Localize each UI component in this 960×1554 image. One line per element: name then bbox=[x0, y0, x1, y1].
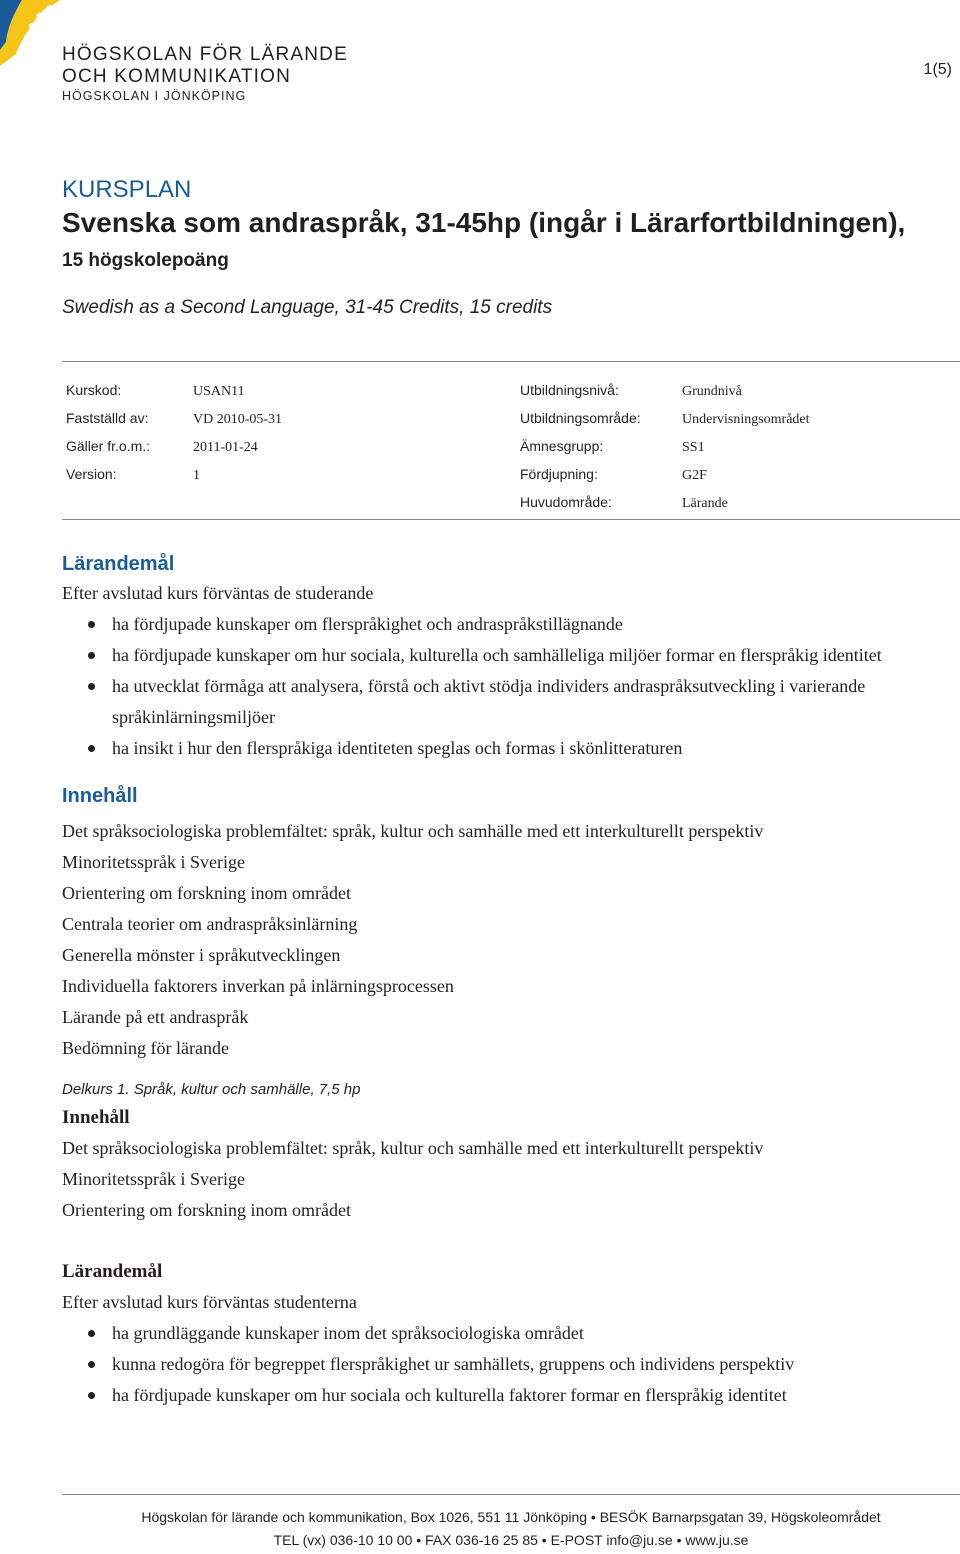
innehall-line: Centrala teorier om andraspråksinlärning bbox=[62, 914, 358, 934]
delkurs-larandemal-list bbox=[62, 1318, 942, 1411]
delkurs-larandemal-heading: Lärandemål bbox=[62, 1261, 163, 1282]
delkurs-innehall-line: Orientering om forskning inom området bbox=[62, 1200, 351, 1220]
larandemal-intro: Efter avslutad kurs förväntas de studerande bbox=[62, 583, 374, 603]
meta-key: Utbildningsnivå: bbox=[520, 382, 619, 398]
meta-right bbox=[520, 377, 810, 517]
document-type: KURSPLAN bbox=[62, 176, 192, 203]
section-heading-larandemal: Lärandemål bbox=[62, 553, 175, 575]
innehall-line: Bedömning för lärande bbox=[62, 1038, 229, 1058]
meta-row bbox=[520, 489, 810, 517]
meta-left bbox=[66, 377, 282, 489]
meta-key: Fastställd av: bbox=[66, 410, 149, 426]
meta-key: Kurskod: bbox=[66, 382, 122, 398]
delkurs-title: Delkurs 1. Språk, kultur och samhälle, 7,5 hp bbox=[62, 1081, 361, 1098]
innehall-line: Individuella faktorers inverkan på inlärningsprocessen bbox=[62, 976, 454, 996]
page-number: 1(5) bbox=[923, 61, 952, 78]
meta-key: Fördjupning: bbox=[520, 466, 598, 482]
innehall-line: Orientering om forskning inom området bbox=[62, 883, 351, 903]
course-title bbox=[62, 206, 922, 278]
meta-value: 2011-01-24 bbox=[193, 440, 258, 455]
list-item: ha insikt i hur den flerspråkiga identiteten speglas och formas i skönlitteraturen bbox=[112, 733, 942, 764]
delkurs-larandemal-intro: Efter avslutad kurs förväntas studenterna bbox=[62, 1292, 357, 1312]
meta-value: Undervisningsområdet bbox=[682, 412, 810, 427]
divider-top bbox=[62, 361, 960, 362]
delkurs-innehall-line: Minoritetsspråk i Sverige bbox=[62, 1169, 245, 1189]
footer-contact: TEL (vx) 036-10 10 00 • FAX 036-16 25 85 • E-POST info@ju.se • www.ju.se bbox=[273, 1532, 749, 1548]
innehall-line: Minoritetsspråk i Sverige bbox=[62, 852, 245, 872]
meta-value: Lärande bbox=[682, 496, 728, 511]
org-line-1: HÖGSKOLAN FÖR LÄRANDE bbox=[62, 44, 348, 65]
meta-row bbox=[520, 405, 810, 433]
meta-row bbox=[66, 461, 282, 489]
course-credits: 15 högskolepoäng bbox=[62, 250, 229, 271]
meta-key: Huvudområde: bbox=[520, 494, 612, 510]
list-item: ha fördjupade kunskaper om flerspråkighet och andraspråkstillägnande bbox=[112, 609, 942, 640]
course-content bbox=[62, 550, 942, 1411]
meta-value: 1 bbox=[193, 468, 200, 483]
course-title-text: Svenska som andraspråk, 31-45hp (ingår i Lärarfortbildningen), bbox=[62, 207, 906, 238]
meta-key: Version: bbox=[66, 466, 117, 482]
meta-row bbox=[520, 433, 810, 461]
organization-name bbox=[62, 44, 348, 105]
meta-row bbox=[520, 377, 810, 405]
larandemal-list bbox=[62, 609, 942, 764]
list-item: ha utvecklat förmåga att analysera, förstå och aktivt stödja individers andraspråksutveckling i varierande språkinlärningsmiljöer bbox=[112, 671, 942, 733]
innehall-line: Lärande på ett andraspråk bbox=[62, 1007, 249, 1027]
delkurs-innehall-heading: Innehåll bbox=[62, 1107, 130, 1128]
org-line-3: HÖGSKOLAN I JÖNKÖPING bbox=[62, 89, 247, 103]
list-item: ha fördjupade kunskaper om hur sociala och kulturella faktorer formar en flerspråkig identitet bbox=[112, 1380, 942, 1411]
university-logo-icon bbox=[0, 0, 70, 70]
innehall-line: Det språksociologiska problemfältet: språk, kultur och samhälle med ett interkulturellt perspektiv bbox=[62, 821, 764, 841]
meta-value: SS1 bbox=[682, 440, 705, 455]
meta-row bbox=[66, 377, 282, 405]
innehall-line: Generella mönster i språkutvecklingen bbox=[62, 945, 341, 965]
meta-row bbox=[66, 433, 282, 461]
section-heading-innehall: Innehåll bbox=[62, 785, 138, 807]
meta-key: Utbildningsområde: bbox=[520, 410, 641, 426]
footer-address: Högskolan för lärande och kommunikation, Box 1026, 551 11 Jönköping • BESÖK Barnarpsgatan 39, Högskoleområdet bbox=[141, 1509, 881, 1525]
meta-row bbox=[66, 405, 282, 433]
org-line-2: OCH KOMMUNIKATION bbox=[62, 66, 292, 87]
divider-meta bbox=[62, 519, 960, 520]
meta-value: Grundnivå bbox=[682, 384, 742, 399]
list-item: kunna redogöra för begreppet flerspråkighet ur samhällets, gruppens och individens perspektiv bbox=[112, 1349, 942, 1380]
list-item: ha fördjupade kunskaper om hur sociala, kulturella och samhälleliga miljöer formar en flerspråkig identitet bbox=[112, 640, 942, 671]
divider-footer bbox=[62, 1494, 960, 1495]
course-title-english: Swedish as a Second Language, 31-45 Credits, 15 credits bbox=[62, 297, 553, 318]
meta-value: G2F bbox=[682, 468, 707, 483]
meta-key: Ämnesgrupp: bbox=[520, 438, 604, 454]
meta-row bbox=[520, 461, 810, 489]
meta-value: VD 2010-05-31 bbox=[193, 412, 283, 427]
meta-value: USAN11 bbox=[193, 384, 245, 399]
delkurs-innehall-line: Det språksociologiska problemfältet: språk, kultur och samhälle med ett interkulturellt perspektiv bbox=[62, 1138, 764, 1158]
list-item: ha grundläggande kunskaper inom det språksociologiska området bbox=[112, 1318, 942, 1349]
meta-key: Gäller fr.o.m.: bbox=[66, 438, 151, 454]
